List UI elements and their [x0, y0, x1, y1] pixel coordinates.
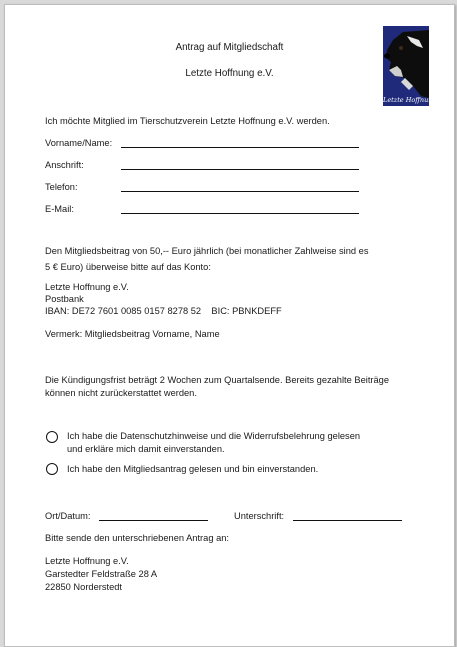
first-last-name-label: Vorname/Name:: [45, 138, 113, 148]
intro-text: Ich möchte Mitglied im Tierschutzverein Letzte Hoffnung e.V. werden.: [45, 116, 330, 126]
email-field[interactable]: [121, 213, 359, 214]
phone-field[interactable]: [121, 191, 359, 192]
address-label: Anschrift:: [45, 160, 84, 170]
organization-name: Letzte Hoffnung e.V.: [185, 68, 274, 79]
bank-holder: Letzte Hoffnung e.V.: [45, 282, 129, 292]
cancellation-line2: können nicht zurückerstattet werden.: [45, 388, 197, 398]
place-date-field[interactable]: [99, 520, 208, 521]
bank-name: Postbank: [45, 294, 84, 304]
privacy-consent-line1: Ich habe die Datenschutzhinweise und die Widerrufsbelehrung gelesen: [67, 431, 361, 441]
email-label: E-Mail:: [45, 204, 74, 214]
signature-field[interactable]: [293, 520, 402, 521]
address-field[interactable]: [121, 169, 359, 170]
fee-text-line1: Den Mitgliedsbeitrag von 50,-- Euro jährlich (bei monatlicher Zahlweise sind es: [45, 246, 369, 256]
page-title: Antrag auf Mitgliedschaft: [175, 42, 284, 53]
fee-text-line2: 5 € Euro) überweise bitte auf das Konto:: [45, 262, 211, 272]
logo: [383, 26, 437, 106]
payment-reference: Vermerk: Mitgliedsbeitrag Vorname, Name: [45, 329, 220, 339]
privacy-consent-radio[interactable]: [46, 431, 58, 443]
form-page: [4, 4, 455, 647]
application-consent-text: Ich habe den Mitgliedsantrag gelesen und bin einverstanden.: [67, 464, 319, 474]
send-to-intro: Bitte sende den unterschriebenen Antrag an:: [45, 533, 230, 543]
phone-label: Telefon:: [45, 182, 78, 192]
bank-iban-bic: IBAN: DE72 7601 0085 0157 8278 52 BIC: PBNKDEFF: [45, 306, 282, 316]
send-to-name: Letzte Hoffnung e.V.: [45, 556, 129, 566]
privacy-consent-line2: und erkläre mich damit einverstanden.: [67, 444, 225, 454]
place-date-label: Ort/Datum:: [45, 511, 91, 521]
first-last-name-field[interactable]: [121, 147, 359, 148]
cancellation-line1: Die Kündigungsfrist beträgt 2 Wochen zum Quartalsende. Bereits gezahlte Beiträge: [45, 375, 390, 385]
application-consent-radio[interactable]: [46, 463, 58, 475]
signature-label: Unterschrift:: [234, 511, 285, 521]
send-to-street: Garstedter Feldstraße 28 A: [45, 569, 158, 579]
send-to-city: 22850 Norderstedt: [45, 582, 123, 592]
logo-text: Letzte Hoffnung: [383, 96, 437, 104]
dog-photo-icon: [383, 26, 437, 106]
